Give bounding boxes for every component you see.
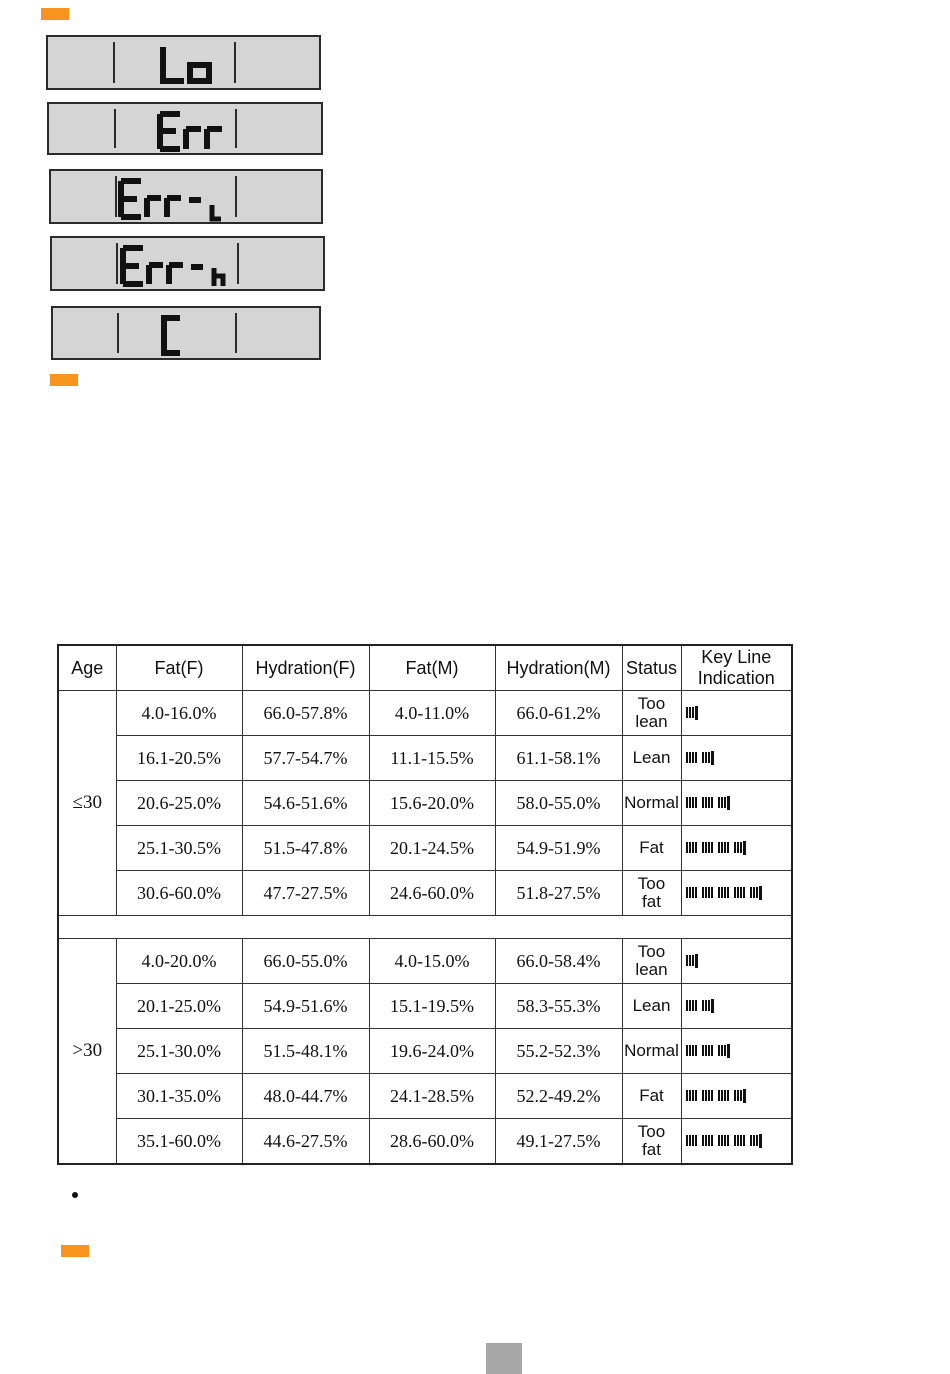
- key-line-bar: [695, 1090, 697, 1101]
- status-cell: [622, 736, 681, 781]
- key-line-bar: [759, 886, 762, 900]
- key-line-bar: [711, 842, 713, 853]
- hydration-female-cell: 54.9-51.6%: [242, 984, 369, 1029]
- key-line-bar: [753, 887, 755, 898]
- fat-male-cell: 4.0-11.0%: [369, 691, 495, 736]
- hydration-female-cell: 44.6-27.5%: [242, 1119, 369, 1165]
- key-line-bar: [689, 887, 691, 898]
- key-line-cell: [681, 984, 792, 1029]
- key-line-bar: [705, 1000, 707, 1011]
- fat-female-cell: 25.1-30.5%: [116, 826, 242, 871]
- hydration-male-cell: 66.0-61.2%: [495, 691, 622, 736]
- table-row: [58, 736, 792, 781]
- key-line-bar: [721, 1135, 723, 1146]
- key-line-bar: [727, 796, 730, 810]
- fat-male-cell: 4.0-15.0%: [369, 939, 495, 984]
- lcd-glyphs-err-l: [51, 171, 325, 226]
- key-line-bar: [750, 1135, 752, 1146]
- section-marker-middle: [50, 374, 78, 386]
- key-line-cell: [681, 1074, 792, 1119]
- key-line-bar: [708, 1090, 710, 1101]
- fat-female-cell: 20.6-25.0%: [116, 781, 242, 826]
- header-hydration-female: Hydration(F): [242, 645, 369, 691]
- key-line-bar: [734, 1135, 736, 1146]
- hydration-female-cell: 47.7-27.5%: [242, 871, 369, 916]
- key-line-bar: [708, 842, 710, 853]
- key-line-bar: [740, 842, 742, 853]
- key-line-bar: [708, 797, 710, 808]
- hydration-female-cell: 48.0-44.7%: [242, 1074, 369, 1119]
- key-line-bar: [689, 842, 691, 853]
- header-hydration-male: Hydration(M): [495, 645, 622, 691]
- key-line-bar: [686, 887, 688, 898]
- key-line-bar: [695, 954, 698, 968]
- key-line-bar: [724, 797, 726, 808]
- key-line-bar: [718, 797, 720, 808]
- key-line-bar: [721, 1090, 723, 1101]
- fat-female-cell: 4.0-20.0%: [116, 939, 242, 984]
- table-row: [58, 984, 792, 1029]
- key-line-bar: [702, 1045, 704, 1056]
- hydration-male-cell: 66.0-58.4%: [495, 939, 622, 984]
- key-line-cell: [681, 871, 792, 916]
- key-line-bar: [705, 842, 707, 853]
- key-line-bar: [689, 752, 691, 763]
- key-line-bar: [686, 955, 688, 966]
- hydration-female-cell: 57.7-54.7%: [242, 736, 369, 781]
- key-line-bar: [718, 1135, 720, 1146]
- key-line-bar: [695, 706, 698, 720]
- age-cell: ≤30: [58, 691, 116, 916]
- section-marker-bottom: [61, 1245, 89, 1257]
- status-line2: fat: [642, 892, 661, 911]
- key-line-bar: [689, 1090, 691, 1101]
- key-line-bar: [756, 1135, 758, 1146]
- table-group-age-30-and-under: [58, 691, 792, 939]
- table-row: [58, 939, 792, 984]
- key-line-bar: [689, 707, 691, 718]
- key-line-bar: [705, 887, 707, 898]
- key-line-bar: [686, 1090, 688, 1101]
- key-line-bar: [705, 1090, 707, 1101]
- hydration-male-cell: 61.1-58.1%: [495, 736, 622, 781]
- key-line-bar: [724, 1135, 726, 1146]
- fat-male-cell: 11.1-15.5%: [369, 736, 495, 781]
- key-line-bar: [686, 1045, 688, 1056]
- key-line-bar: [743, 887, 745, 898]
- status-cell: [622, 826, 681, 871]
- table-row: [58, 1029, 792, 1074]
- key-line-bar: [689, 1045, 691, 1056]
- key-line-bar: [695, 1135, 697, 1146]
- key-line-bar: [702, 887, 704, 898]
- key-line-bar: [686, 752, 688, 763]
- fat-male-cell: 20.1-24.5%: [369, 826, 495, 871]
- key-line-bar: [695, 1000, 697, 1011]
- hydration-female-cell: 66.0-55.0%: [242, 939, 369, 984]
- status-line1: Normal: [624, 1041, 679, 1060]
- status-line1: Too: [637, 694, 666, 713]
- key-line-bar: [721, 797, 723, 808]
- fat-female-cell: 35.1-60.0%: [116, 1119, 242, 1165]
- key-line-bar: [718, 1045, 720, 1056]
- status-line1: Lean: [632, 996, 671, 1015]
- fat-male-cell: 15.6-20.0%: [369, 781, 495, 826]
- status-cell: [622, 871, 681, 916]
- key-line-bar: [743, 841, 746, 855]
- key-line-bar: [689, 797, 691, 808]
- key-line-bar: [705, 1045, 707, 1056]
- hydration-male-cell: 58.0-55.0%: [495, 781, 622, 826]
- lcd-glyphs-lo: [48, 37, 323, 92]
- key-line-bar: [705, 752, 707, 763]
- lcd-display-err-l: [49, 169, 323, 224]
- key-line-bar: [734, 887, 736, 898]
- key-line-bar: [695, 842, 697, 853]
- status-cell: [622, 1029, 681, 1074]
- key-line-bar: [695, 797, 697, 808]
- key-line-bar: [718, 1090, 720, 1101]
- key-line-cell: [681, 1119, 792, 1165]
- table-row: [58, 781, 792, 826]
- key-line-bar: [686, 797, 688, 808]
- key-line-bar: [750, 887, 752, 898]
- table-row: [58, 871, 792, 916]
- fat-male-cell: 19.6-24.0%: [369, 1029, 495, 1074]
- key-line-bar: [734, 1090, 736, 1101]
- bullet-point: [72, 1192, 78, 1198]
- header-key-line: Key Line: [701, 647, 772, 667]
- table-row: [58, 826, 792, 871]
- key-line-bar: [743, 1089, 746, 1103]
- table-row: [58, 1074, 792, 1119]
- key-line-bar: [692, 887, 694, 898]
- key-line-bar: [702, 1000, 704, 1011]
- status-cell: [622, 939, 681, 984]
- key-line-bar: [708, 1000, 710, 1011]
- status-cell: [622, 1074, 681, 1119]
- lcd-display-err: [47, 102, 323, 155]
- status-line2: fat: [642, 1140, 661, 1159]
- header-age: Age: [58, 645, 116, 691]
- key-line-bar: [759, 1134, 762, 1148]
- key-line-bar: [692, 752, 694, 763]
- key-line-bar: [718, 842, 720, 853]
- hydration-male-cell: 54.9-51.9%: [495, 826, 622, 871]
- key-line-bar: [695, 752, 697, 763]
- key-line-bar: [705, 797, 707, 808]
- header-fat-male: Fat(M): [369, 645, 495, 691]
- key-line-bar: [727, 887, 729, 898]
- status-line1: Too: [637, 1122, 666, 1141]
- fat-male-cell: 24.1-28.5%: [369, 1074, 495, 1119]
- key-line-bar: [692, 1045, 694, 1056]
- key-line-bar: [718, 887, 720, 898]
- hydration-female-cell: 51.5-48.1%: [242, 1029, 369, 1074]
- hydration-male-cell: 51.8-27.5%: [495, 871, 622, 916]
- key-line-cell: [681, 691, 792, 736]
- lcd-display-lo: [46, 35, 321, 90]
- hydration-male-cell: 52.2-49.2%: [495, 1074, 622, 1119]
- key-line-bar: [702, 752, 704, 763]
- lcd-glyphs-err: [49, 104, 325, 157]
- key-line-bar: [743, 1135, 745, 1146]
- key-line-bar: [686, 1135, 688, 1146]
- key-line-bar: [692, 1000, 694, 1011]
- hydration-female-cell: 51.5-47.8%: [242, 826, 369, 871]
- key-line-bar: [695, 1045, 697, 1056]
- fat-male-cell: 24.6-60.0%: [369, 871, 495, 916]
- key-line-bar: [740, 1090, 742, 1101]
- fat-female-cell: 30.6-60.0%: [116, 871, 242, 916]
- key-line-bar: [705, 1135, 707, 1146]
- key-line-bar: [711, 1090, 713, 1101]
- key-line-cell: [681, 736, 792, 781]
- section-marker-top: [41, 8, 69, 20]
- hydration-female-cell: 54.6-51.6%: [242, 781, 369, 826]
- key-line-bar: [695, 887, 697, 898]
- key-line-bar: [692, 797, 694, 808]
- page-number-box: [486, 1343, 522, 1374]
- status-line1: Too: [637, 942, 666, 961]
- lcd-display-c: [51, 306, 321, 360]
- status-line1: Fat: [639, 838, 664, 857]
- key-line-bar: [721, 842, 723, 853]
- key-line-bar: [727, 842, 729, 853]
- key-line-bar: [692, 1135, 694, 1146]
- key-line-bar: [737, 1090, 739, 1101]
- hydration-male-cell: 49.1-27.5%: [495, 1119, 622, 1165]
- body-composition-table: [57, 644, 793, 1165]
- fat-female-cell: 16.1-20.5%: [116, 736, 242, 781]
- status-cell: [622, 984, 681, 1029]
- header-key-line-indication: [681, 645, 792, 691]
- key-line-bar: [686, 842, 688, 853]
- key-line-cell: [681, 1029, 792, 1074]
- key-line-bar: [724, 887, 726, 898]
- key-line-bar: [692, 1090, 694, 1101]
- key-line-cell: [681, 939, 792, 984]
- key-line-bar: [737, 1135, 739, 1146]
- key-line-bar: [740, 887, 742, 898]
- status-cell: [622, 691, 681, 736]
- key-line-bar: [711, 1135, 713, 1146]
- key-line-cell: [681, 826, 792, 871]
- key-line-bar: [711, 887, 713, 898]
- header-indication: Indication: [697, 668, 775, 688]
- key-line-bar: [734, 842, 736, 853]
- key-line-bar: [727, 1135, 729, 1146]
- key-line-bar: [727, 1044, 730, 1058]
- key-line-bar: [702, 1090, 704, 1101]
- key-line-bar: [711, 1045, 713, 1056]
- lcd-display-err-h: [50, 236, 325, 291]
- status-cell: [622, 1119, 681, 1165]
- key-line-bar: [727, 1090, 729, 1101]
- status-line2: lean: [635, 712, 668, 731]
- status-line1: Normal: [624, 793, 679, 812]
- key-line-bar: [702, 1135, 704, 1146]
- table-separator-row: [58, 916, 792, 939]
- fat-male-cell: 15.1-19.5%: [369, 984, 495, 1029]
- key-line-bar: [692, 842, 694, 853]
- fat-male-cell: 28.6-60.0%: [369, 1119, 495, 1165]
- key-line-bar: [740, 1135, 742, 1146]
- key-line-bar: [711, 797, 713, 808]
- key-line-bar: [708, 752, 710, 763]
- lcd-glyphs-err-h: [52, 238, 327, 293]
- key-line-bar: [721, 887, 723, 898]
- key-line-bar: [711, 999, 714, 1013]
- status-cell: [622, 781, 681, 826]
- key-line-bar: [708, 1045, 710, 1056]
- key-line-bar: [692, 707, 694, 718]
- key-line-bar: [689, 1135, 691, 1146]
- hydration-male-cell: 58.3-55.3%: [495, 984, 622, 1029]
- key-line-bar: [689, 955, 691, 966]
- fat-female-cell: 4.0-16.0%: [116, 691, 242, 736]
- status-line1: Fat: [639, 1086, 664, 1105]
- hydration-female-cell: 66.0-57.8%: [242, 691, 369, 736]
- status-line2: lean: [635, 960, 668, 979]
- key-line-bar: [737, 887, 739, 898]
- status-line1: Lean: [632, 748, 671, 767]
- key-line-bar: [753, 1135, 755, 1146]
- key-line-bar: [756, 887, 758, 898]
- key-line-bar: [711, 751, 714, 765]
- header-status: Status: [622, 645, 681, 691]
- key-line-bar: [724, 1090, 726, 1101]
- lcd-glyphs-c: [53, 308, 323, 362]
- key-line-bar: [692, 955, 694, 966]
- key-line-bar: [724, 1045, 726, 1056]
- age-cell: >30: [58, 939, 116, 1165]
- status-line1: Too: [637, 874, 666, 893]
- key-line-bar: [702, 797, 704, 808]
- fat-female-cell: 20.1-25.0%: [116, 984, 242, 1029]
- key-line-bar: [686, 1000, 688, 1011]
- key-line-bar: [708, 887, 710, 898]
- key-line-bar: [708, 1135, 710, 1146]
- key-line-bar: [702, 842, 704, 853]
- key-line-cell: [681, 781, 792, 826]
- table-row: [58, 691, 792, 736]
- key-line-bar: [737, 842, 739, 853]
- key-line-bar: [724, 842, 726, 853]
- fat-female-cell: 25.1-30.0%: [116, 1029, 242, 1074]
- key-line-bar: [686, 707, 688, 718]
- table-header-row: [58, 645, 792, 691]
- separator-cell: [58, 916, 792, 939]
- hydration-male-cell: 55.2-52.3%: [495, 1029, 622, 1074]
- fat-female-cell: 30.1-35.0%: [116, 1074, 242, 1119]
- key-line-bar: [721, 1045, 723, 1056]
- header-fat-female: Fat(F): [116, 645, 242, 691]
- table-row: [58, 1119, 792, 1165]
- key-line-bar: [689, 1000, 691, 1011]
- table-group-age-over-30: [58, 939, 792, 1165]
